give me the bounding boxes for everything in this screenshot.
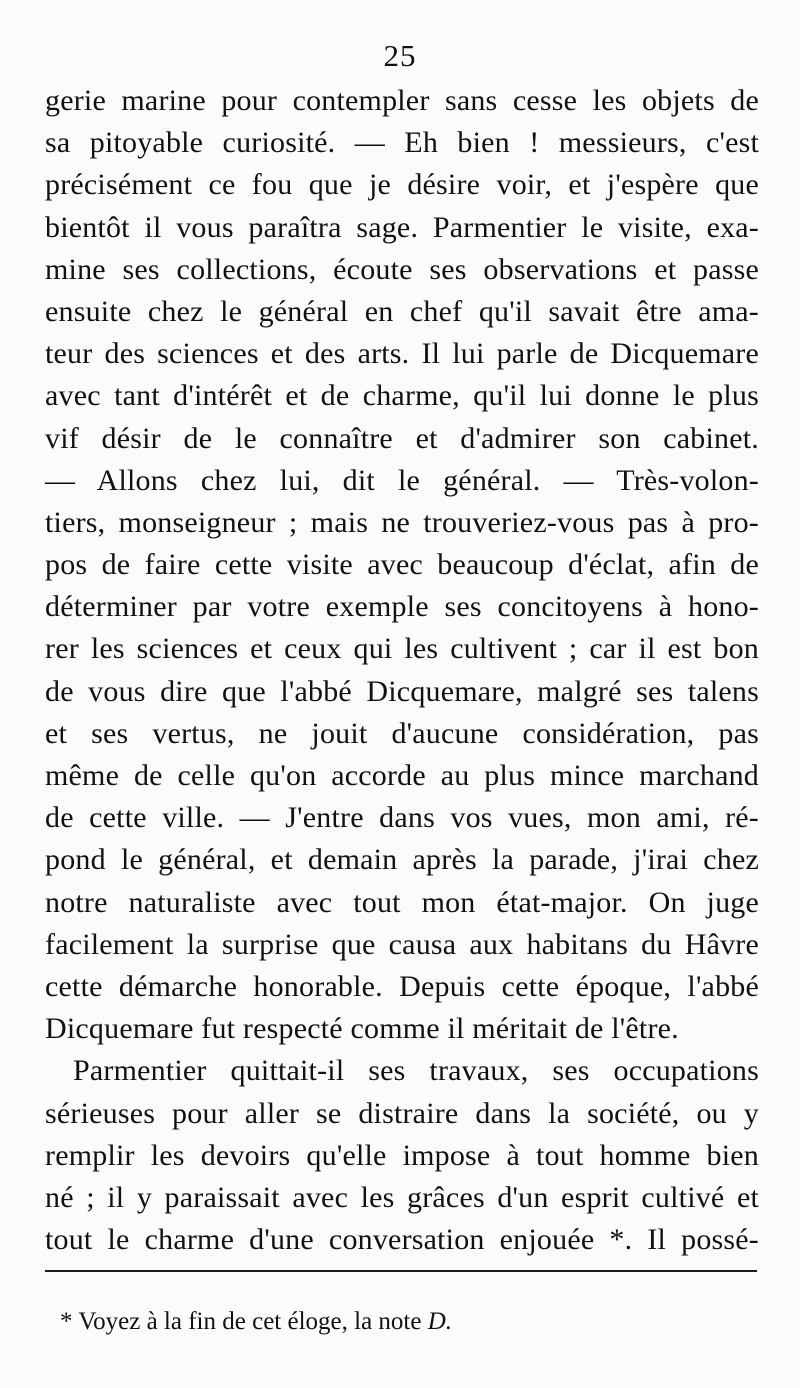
- text-line: de vous dire que l'abbé Dicquemare, malgré ses talens: [45, 674, 759, 708]
- text-line: déterminer par votre exemple ses concitoyens à hono-: [45, 590, 759, 624]
- text-line: Dicquemare fut respecté comme il méritait de l'être.: [45, 1012, 679, 1046]
- footnote-divider: [45, 1270, 757, 1272]
- text-line: vif désir de le connaître et d'admirer son cabinet.: [45, 421, 759, 455]
- text-line: pos de faire cette visite avec beaucoup d'éclat, afin de: [45, 548, 759, 582]
- text-line: né ; il y paraissait avec les grâces d'un esprit cultivé et: [45, 1180, 759, 1214]
- text-line: pond le général, et demain après la parade, j'irai chez: [45, 843, 759, 877]
- text-line: mine ses collections, écoute ses observations et passe: [45, 252, 759, 286]
- footnote-text: Voyez à la fin de cet éloge, la note: [78, 1308, 422, 1335]
- text-line: cette démarche honorable. Depuis cette époque, l'abbé: [45, 969, 759, 1003]
- text-line: facilement la surprise que causa aux habitans du Hâvre: [45, 927, 759, 961]
- text-line: sa pitoyable curiosité. — Eh bien ! messieurs, c'est: [45, 126, 759, 160]
- text-line: précisément ce fou que je désire voir, et j'espère que: [45, 168, 759, 202]
- text-line: gerie marine pour contempler sans cesse les objets de: [45, 84, 759, 117]
- page-number: 25: [383, 38, 417, 73]
- text-line: et ses vertus, ne jouit d'aucune considération, pas: [45, 716, 759, 750]
- footnote-marker: *: [60, 1308, 73, 1335]
- text-line: remplir les devoirs qu'elle impose à tout homme bien: [45, 1138, 759, 1172]
- text-line: ensuite chez le général en chef qu'il savait être ama-: [45, 294, 759, 328]
- text-line: de cette ville. — J'entre dans vos vues, mon ami, ré-: [45, 801, 759, 835]
- text-line: avec tant d'intérêt et de charme, qu'il lui donne le plus: [45, 379, 759, 413]
- text-line: même de celle qu'on accorde au plus mince marchand: [45, 759, 759, 792]
- text-line: teur des sciences et des arts. Il lui parle de Dicquemare: [45, 337, 759, 371]
- footnote: [60, 1308, 452, 1336]
- text-line: rer les sciences et ceux qui les cultivent ; car il est bon: [45, 632, 759, 666]
- footnote-note-reference: D.: [427, 1308, 453, 1335]
- text-line: sérieuses pour aller se distraire dans la société, ou y: [45, 1096, 759, 1130]
- text-line: tout le charme d'une conversation enjouée *. Il possé-: [45, 1223, 759, 1257]
- text-line: notre naturaliste avec tout mon état-major. On juge: [45, 885, 759, 919]
- text-line: bientôt il vous paraîtra sage. Parmentier le visite, exa-: [45, 210, 759, 244]
- text-line: — Allons chez lui, dit le général. — Très-volon-: [45, 463, 759, 497]
- text-line: tiers, monseigneur ; mais ne trouveriez-vous pas à pro-: [45, 505, 759, 539]
- paragraph-start-line: Parmentier quittait-il ses travaux, ses occupations: [73, 1054, 759, 1088]
- body-text: [45, 80, 759, 1261]
